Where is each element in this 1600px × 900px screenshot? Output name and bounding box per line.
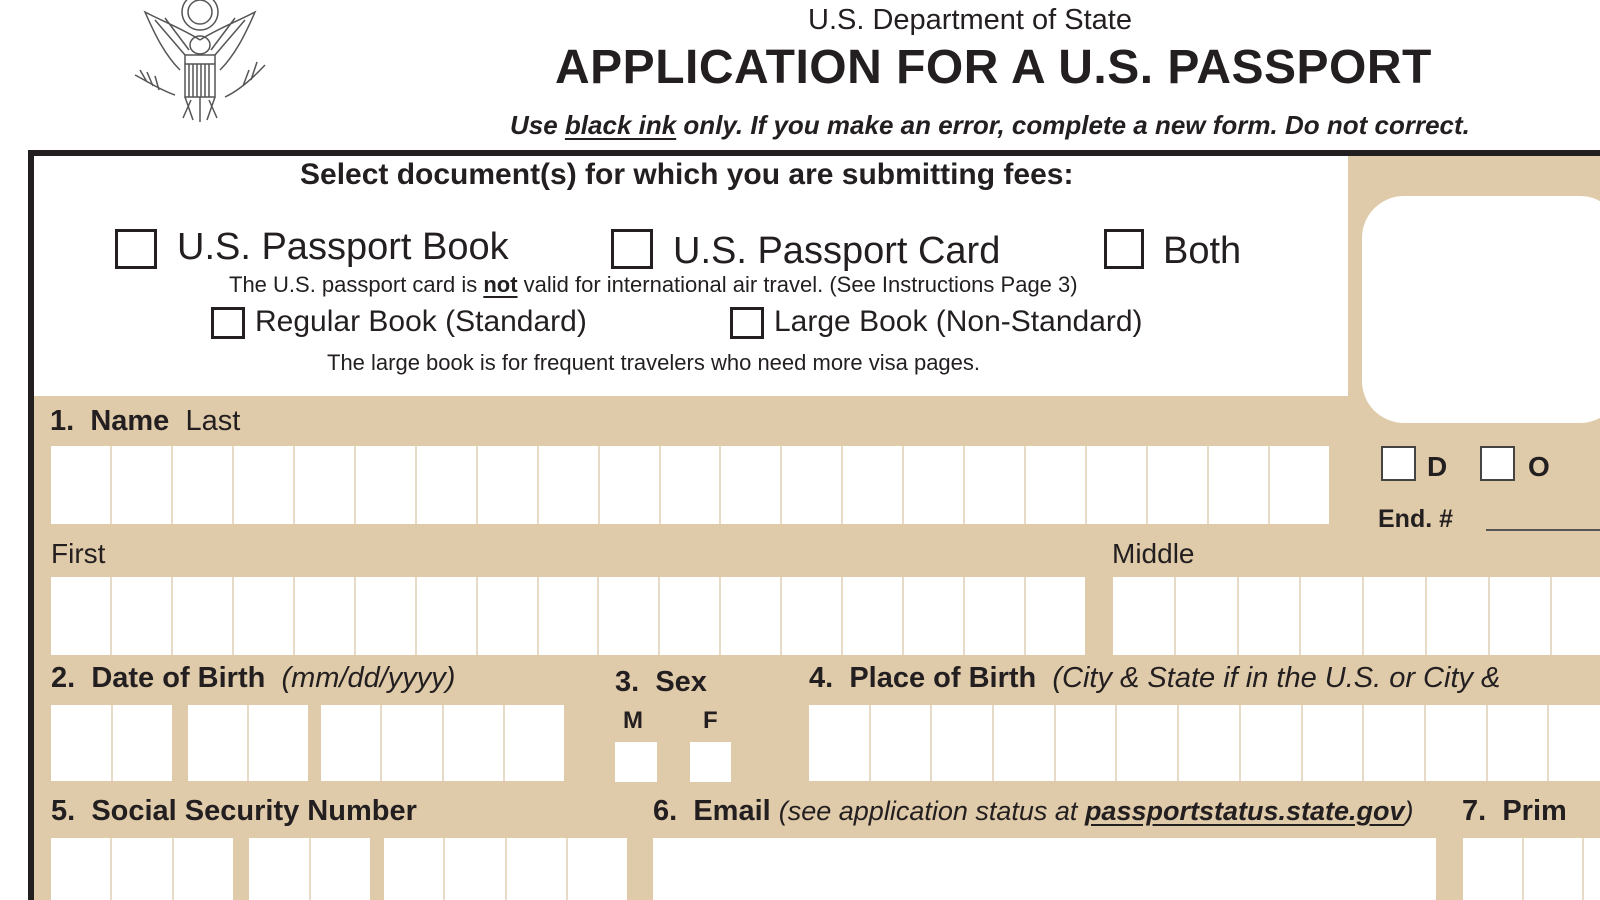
great-seal-icon: [125, 0, 275, 125]
sex-f-label: F: [703, 707, 718, 734]
passport-card-checkbox[interactable]: [611, 229, 653, 269]
ink-instruction-pre: Use: [510, 110, 565, 140]
office-use-box: [1362, 196, 1600, 423]
first-name-label: First: [51, 538, 106, 569]
ssn-field-label: [51, 795, 417, 828]
ink-instruction-post: only. If you make an error, complete a new form. Do not correct.: [676, 110, 1470, 140]
dob-hint: (mm/dd/yyyy): [281, 662, 456, 694]
middle-name-input[interactable]: [1113, 577, 1600, 655]
form-title: APPLICATION FOR A U.S. PASSPORT: [555, 41, 1432, 94]
dob-label: Date of Birth: [91, 662, 266, 694]
first-name-input[interactable]: [51, 577, 1085, 655]
office-d-label: D: [1427, 451, 1448, 482]
card-validity-note: [229, 272, 1078, 298]
email-hint-post: ): [1404, 796, 1414, 826]
card-note-emph: not: [483, 272, 518, 297]
office-o-checkbox[interactable]: [1480, 446, 1515, 481]
ink-instruction: [510, 110, 1470, 141]
regular-book-label: Regular Book (Standard): [255, 305, 587, 338]
endorsement-line[interactable]: [1486, 529, 1600, 531]
ssn-part1-input[interactable]: [51, 838, 233, 900]
sex-m-checkbox[interactable]: [615, 742, 657, 782]
name-label: Name: [90, 405, 170, 437]
passport-book-checkbox[interactable]: [115, 229, 157, 269]
name-field-label: [50, 405, 240, 438]
phone-number: 7.: [1462, 795, 1487, 827]
email-hint-pre: (see application status at: [778, 796, 1085, 826]
ssn-number: 5.: [51, 795, 76, 827]
passport-card-label: U.S. Passport Card: [673, 230, 1001, 272]
agency-name: U.S. Department of State: [808, 4, 1132, 36]
pob-hint: (City & State if in the U.S. or City &: [1052, 662, 1501, 694]
card-note-post: valid for international air travel. (See Instructions Page 3): [517, 272, 1078, 297]
sex-number: 3.: [615, 666, 640, 698]
passport-book-label: U.S. Passport Book: [177, 226, 509, 268]
regular-book-checkbox[interactable]: [211, 307, 245, 339]
both-label: Both: [1163, 230, 1242, 272]
sex-m-label: M: [623, 707, 643, 734]
phone-input[interactable]: [1463, 838, 1600, 900]
sex-f-checkbox[interactable]: [690, 742, 731, 782]
sex-field-label: [615, 666, 707, 699]
pob-label: Place of Birth: [849, 662, 1037, 694]
ink-instruction-emph: black ink: [564, 110, 677, 140]
pob-number: 4.: [809, 662, 834, 694]
large-book-note: The large book is for frequent travelers who need more visa pages.: [327, 350, 981, 375]
ssn-part3-input[interactable]: [384, 838, 627, 900]
large-book-label: Large Book (Non-Standard): [774, 305, 1143, 338]
dob-number: 2.: [51, 662, 76, 694]
phone-label: Prim: [1502, 795, 1567, 827]
fees-heading: Select document(s) for which you are submitting fees:: [300, 158, 1074, 191]
card-note-pre: The U.S. passport card is: [229, 272, 484, 297]
middle-name-label: Middle: [1112, 538, 1195, 569]
email-number: 6.: [653, 795, 678, 827]
ssn-label: Social Security Number: [91, 795, 417, 827]
dob-year-input[interactable]: [321, 705, 564, 781]
dob-field-label: [51, 662, 455, 695]
both-checkbox[interactable]: [1104, 229, 1144, 269]
email-input[interactable]: [653, 838, 1436, 900]
office-d-checkbox[interactable]: [1381, 446, 1416, 481]
large-book-checkbox[interactable]: [730, 307, 764, 339]
email-label: Email: [693, 795, 771, 827]
last-name-label: Last: [185, 405, 241, 437]
endorsement-label: End. #: [1378, 505, 1454, 533]
dob-month-input[interactable]: [51, 705, 172, 781]
dob-day-input[interactable]: [188, 705, 308, 781]
passport-status-link[interactable]: passportstatus.state.gov: [1084, 796, 1405, 826]
sex-label: Sex: [655, 666, 707, 698]
ssn-part2-input[interactable]: [249, 838, 370, 900]
email-field-label: [653, 795, 1414, 828]
phone-field-label: [1462, 795, 1567, 828]
name-number: 1.: [50, 405, 75, 437]
pob-input[interactable]: [809, 705, 1600, 781]
last-name-input[interactable]: [51, 446, 1329, 524]
office-o-label: O: [1528, 451, 1550, 482]
pob-field-label: [809, 662, 1500, 695]
